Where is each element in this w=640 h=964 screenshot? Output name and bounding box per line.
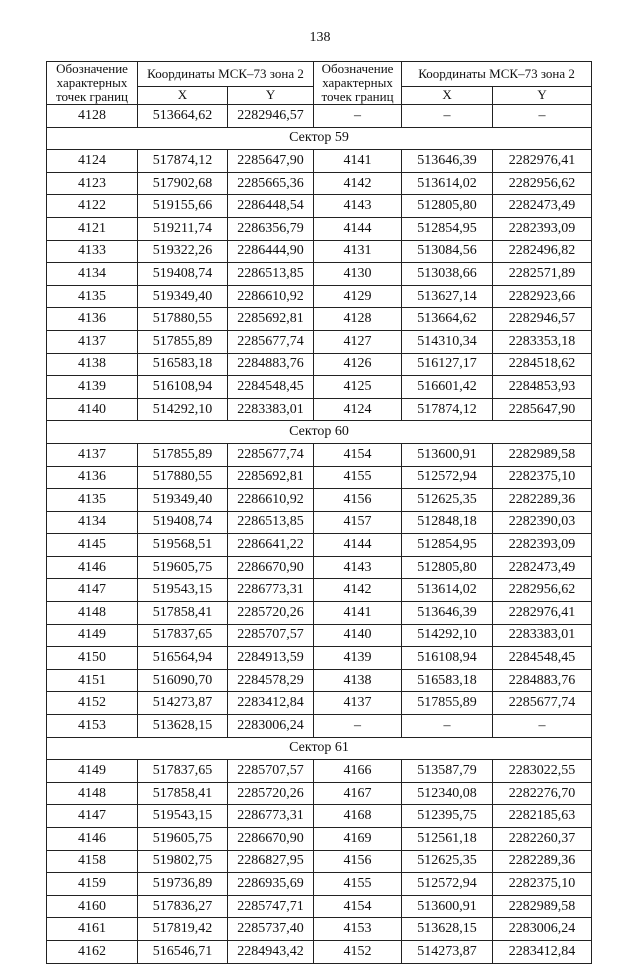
cell-y-right: 2285677,74 (493, 692, 592, 715)
cell-y-right: 2282571,89 (493, 263, 592, 286)
cell-point-left: 4162 (47, 940, 138, 963)
cell-y-left: 2286610,92 (228, 285, 314, 308)
cell-point-right: 4128 (314, 308, 402, 331)
cell-y-left: 2286670,90 (228, 556, 314, 579)
table-row (47, 308, 592, 331)
cell-point-right: 4131 (314, 240, 402, 263)
cell-x-left: 519802,75 (138, 850, 228, 873)
cell-point-right: 4125 (314, 376, 402, 399)
cell-x-right: 512805,80 (402, 195, 493, 218)
sector-title: Сектор 60 (47, 421, 592, 444)
cell-x-left: 519349,40 (138, 489, 228, 512)
cell-y-left: 2285737,40 (228, 918, 314, 941)
cell-x-right: 512805,80 (402, 556, 493, 579)
cell-point-right: 4142 (314, 172, 402, 195)
cell-point-right: – (314, 105, 402, 128)
cell-point-left: 4147 (47, 805, 138, 828)
cell-y-right: 2282956,62 (493, 172, 592, 195)
cell-point-left: 4146 (47, 828, 138, 851)
cell-point-left: 4146 (47, 556, 138, 579)
cell-y-left: 2286773,31 (228, 579, 314, 602)
cell-point-left: 4149 (47, 760, 138, 783)
cell-x-left: 519736,89 (138, 873, 228, 896)
table-row (47, 195, 592, 218)
cell-x-left: 519543,15 (138, 805, 228, 828)
header-y-left: Y (228, 86, 314, 104)
cell-x-left: 517858,41 (138, 602, 228, 625)
cell-point-left: 4152 (47, 692, 138, 715)
cell-y-left: 2282946,57 (228, 105, 314, 128)
cell-x-right: 516127,17 (402, 353, 493, 376)
cell-point-left: 4123 (47, 172, 138, 195)
cell-point-right: 4157 (314, 511, 402, 534)
cell-point-right: 4166 (314, 760, 402, 783)
cell-point-left: 4137 (47, 330, 138, 353)
cell-y-left: 2285707,57 (228, 624, 314, 647)
cell-x-right: 512848,18 (402, 511, 493, 534)
cell-y-left: 2284548,45 (228, 376, 314, 399)
cell-point-right: 4155 (314, 466, 402, 489)
table-row (47, 760, 592, 783)
cell-point-left: 4139 (47, 376, 138, 399)
cell-y-left: 2286513,85 (228, 511, 314, 534)
cell-point-left: 4135 (47, 489, 138, 512)
cell-point-left: 4145 (47, 534, 138, 557)
cell-x-right: 512395,75 (402, 805, 493, 828)
cell-point-right: 4141 (314, 602, 402, 625)
table-row (47, 850, 592, 873)
cell-x-right: 512340,08 (402, 782, 493, 805)
cell-y-left: 2286935,69 (228, 873, 314, 896)
cell-x-left: 519408,74 (138, 511, 228, 534)
cell-point-left: 4137 (47, 443, 138, 466)
cell-point-right: 4154 (314, 443, 402, 466)
cell-x-left: 516108,94 (138, 376, 228, 399)
cell-x-right: 516601,42 (402, 376, 493, 399)
cell-x-left: 513664,62 (138, 105, 228, 128)
cell-y-left: 2285647,90 (228, 150, 314, 173)
cell-point-left: 4151 (47, 669, 138, 692)
cell-x-left: 519211,74 (138, 217, 228, 240)
cell-point-left: 4134 (47, 263, 138, 286)
cell-x-left: 513628,15 (138, 715, 228, 738)
cell-point-left: 4135 (47, 285, 138, 308)
cell-y-left: 2286356,79 (228, 217, 314, 240)
cell-point-right: 4140 (314, 624, 402, 647)
cell-x-right: 516583,18 (402, 669, 493, 692)
cell-x-left: 517855,89 (138, 330, 228, 353)
table-row (47, 105, 592, 128)
cell-x-left: 517836,27 (138, 895, 228, 918)
cell-y-right: 2282923,66 (493, 285, 592, 308)
cell-x-left: 516546,71 (138, 940, 228, 963)
cell-point-left: 4150 (47, 647, 138, 670)
cell-y-right: 2283022,55 (493, 760, 592, 783)
cell-y-left: 2285747,71 (228, 895, 314, 918)
cell-x-left: 514292,10 (138, 398, 228, 421)
coordinates-table (46, 61, 592, 964)
cell-x-right: 513627,14 (402, 285, 493, 308)
cell-y-right: 2284518,62 (493, 353, 592, 376)
header-x-left: X (138, 86, 228, 104)
cell-point-left: 4134 (47, 511, 138, 534)
cell-y-left: 2285720,26 (228, 782, 314, 805)
cell-x-left: 517858,41 (138, 782, 228, 805)
cell-y-left: 2286448,54 (228, 195, 314, 218)
cell-x-left: 519322,26 (138, 240, 228, 263)
cell-x-left: 517819,42 (138, 918, 228, 941)
cell-y-right: 2282496,82 (493, 240, 592, 263)
table-row (47, 330, 592, 353)
cell-point-right: 4126 (314, 353, 402, 376)
table-row (47, 466, 592, 489)
cell-point-right: 4141 (314, 150, 402, 173)
cell-point-left: 4124 (47, 150, 138, 173)
cell-x-right: 513600,91 (402, 895, 493, 918)
cell-x-left: 519605,75 (138, 828, 228, 851)
cell-x-right: 517855,89 (402, 692, 493, 715)
table-row (47, 895, 592, 918)
cell-point-right: 4168 (314, 805, 402, 828)
cell-y-left: 2286773,31 (228, 805, 314, 828)
table-row (47, 150, 592, 173)
table-row (47, 669, 592, 692)
cell-point-right: 4153 (314, 918, 402, 941)
cell-point-left: 4147 (47, 579, 138, 602)
cell-y-right: 2282976,41 (493, 602, 592, 625)
cell-x-right: 514292,10 (402, 624, 493, 647)
cell-x-right: 513614,02 (402, 579, 493, 602)
table-row (47, 624, 592, 647)
cell-x-left: 517837,65 (138, 624, 228, 647)
cell-point-left: 4121 (47, 217, 138, 240)
cell-y-right: 2283412,84 (493, 940, 592, 963)
cell-point-right: 4167 (314, 782, 402, 805)
table-row (47, 828, 592, 851)
cell-x-right: 512854,95 (402, 534, 493, 557)
cell-point-right: 4142 (314, 579, 402, 602)
cell-y-right: 2282375,10 (493, 873, 592, 896)
cell-y-right: 2282289,36 (493, 489, 592, 512)
cell-y-right: 2282393,09 (493, 217, 592, 240)
cell-point-left: 4149 (47, 624, 138, 647)
cell-x-left: 519408,74 (138, 263, 228, 286)
table-row (47, 534, 592, 557)
cell-x-right: 513614,02 (402, 172, 493, 195)
table-row (47, 217, 592, 240)
sector-title: Сектор 59 (47, 127, 592, 150)
table-row (47, 353, 592, 376)
cell-y-right: 2282473,49 (493, 556, 592, 579)
cell-y-right: 2282393,09 (493, 534, 592, 557)
cell-y-right: 2283006,24 (493, 918, 592, 941)
cell-point-left: 4161 (47, 918, 138, 941)
cell-y-right: 2282946,57 (493, 308, 592, 331)
cell-y-left: 2285692,81 (228, 466, 314, 489)
cell-x-right: 514310,34 (402, 330, 493, 353)
table-row (47, 556, 592, 579)
cell-x-left: 514273,87 (138, 692, 228, 715)
cell-y-right: 2282185,63 (493, 805, 592, 828)
sector-title: Сектор 61 (47, 737, 592, 760)
cell-point-right: 4144 (314, 534, 402, 557)
table-row (47, 918, 592, 941)
table-row (47, 398, 592, 421)
cell-point-right: 4169 (314, 828, 402, 851)
table-row (47, 489, 592, 512)
cell-x-right: 512572,94 (402, 466, 493, 489)
cell-point-right: 4129 (314, 285, 402, 308)
cell-point-left: 4159 (47, 873, 138, 896)
cell-y-left: 2285677,74 (228, 330, 314, 353)
cell-y-right: 2284883,76 (493, 669, 592, 692)
cell-x-left: 517880,55 (138, 466, 228, 489)
cell-y-left: 2283412,84 (228, 692, 314, 715)
cell-point-left: 4158 (47, 850, 138, 873)
header-coords-right: Координаты МСК–73 зона 2 (402, 62, 592, 87)
cell-y-right: 2282375,10 (493, 466, 592, 489)
cell-y-left: 2286444,90 (228, 240, 314, 263)
cell-x-left: 517855,89 (138, 443, 228, 466)
table-row (47, 715, 592, 738)
cell-x-right: 512625,35 (402, 850, 493, 873)
cell-y-left: 2285665,36 (228, 172, 314, 195)
cell-x-right: 513646,39 (402, 150, 493, 173)
cell-point-right: 4127 (314, 330, 402, 353)
cell-point-right: 4137 (314, 692, 402, 715)
sector-row (47, 421, 592, 444)
cell-point-left: 4148 (47, 782, 138, 805)
cell-y-left: 2284883,76 (228, 353, 314, 376)
cell-y-left: 2286827,95 (228, 850, 314, 873)
table-row (47, 647, 592, 670)
cell-x-right: 513038,66 (402, 263, 493, 286)
cell-x-right: 512625,35 (402, 489, 493, 512)
cell-y-right: 2282289,36 (493, 850, 592, 873)
cell-point-right: 4152 (314, 940, 402, 963)
cell-y-left: 2286670,90 (228, 828, 314, 851)
table-body (47, 105, 592, 964)
cell-y-right: 2285647,90 (493, 398, 592, 421)
cell-y-right: 2284853,93 (493, 376, 592, 399)
cell-y-right: – (493, 105, 592, 128)
table-row (47, 782, 592, 805)
cell-point-right: – (314, 715, 402, 738)
cell-point-left: 4153 (47, 715, 138, 738)
cell-y-left: 2283383,01 (228, 398, 314, 421)
cell-x-right: – (402, 105, 493, 128)
table-row (47, 805, 592, 828)
cell-y-left: 2284943,42 (228, 940, 314, 963)
cell-point-left: 4136 (47, 308, 138, 331)
cell-x-left: 516583,18 (138, 353, 228, 376)
cell-x-right: 513628,15 (402, 918, 493, 941)
cell-point-right: 4156 (314, 850, 402, 873)
cell-y-right: 2283383,01 (493, 624, 592, 647)
cell-point-right: 4130 (314, 263, 402, 286)
cell-y-left: 2286641,22 (228, 534, 314, 557)
cell-point-left: 4133 (47, 240, 138, 263)
header-y-right: Y (493, 86, 592, 104)
table-row (47, 511, 592, 534)
cell-point-right: 4144 (314, 217, 402, 240)
table-row (47, 940, 592, 963)
cell-x-left: 519349,40 (138, 285, 228, 308)
cell-y-right: 2282390,03 (493, 511, 592, 534)
cell-x-right: 516108,94 (402, 647, 493, 670)
cell-y-right: 2284548,45 (493, 647, 592, 670)
cell-x-left: 516564,94 (138, 647, 228, 670)
cell-y-left: 2285677,74 (228, 443, 314, 466)
cell-y-left: 2285692,81 (228, 308, 314, 331)
cell-y-right: 2282956,62 (493, 579, 592, 602)
cell-point-right: 4143 (314, 556, 402, 579)
cell-x-right: 513600,91 (402, 443, 493, 466)
cell-y-right: 2282976,41 (493, 150, 592, 173)
cell-y-left: 2286610,92 (228, 489, 314, 512)
cell-y-left: 2284578,29 (228, 669, 314, 692)
table-row (47, 873, 592, 896)
cell-x-right: 517874,12 (402, 398, 493, 421)
cell-y-left: 2283006,24 (228, 715, 314, 738)
sector-row (47, 737, 592, 760)
cell-point-right: 4155 (314, 873, 402, 896)
cell-y-right: 2282473,49 (493, 195, 592, 218)
cell-point-left: 4128 (47, 105, 138, 128)
sector-row (47, 127, 592, 150)
cell-point-right: 4154 (314, 895, 402, 918)
cell-point-left: 4136 (47, 466, 138, 489)
cell-x-right: 513646,39 (402, 602, 493, 625)
cell-point-left: 4160 (47, 895, 138, 918)
cell-x-left: 517880,55 (138, 308, 228, 331)
cell-point-left: 4148 (47, 602, 138, 625)
table-row (47, 376, 592, 399)
cell-y-left: 2285707,57 (228, 760, 314, 783)
cell-x-left: 517837,65 (138, 760, 228, 783)
cell-y-left: 2286513,85 (228, 263, 314, 286)
page-number: 138 (309, 30, 331, 45)
header-coords-left: Координаты МСК–73 зона 2 (138, 62, 314, 87)
cell-x-left: 517874,12 (138, 150, 228, 173)
cell-x-right: – (402, 715, 493, 738)
cell-x-right: 512572,94 (402, 873, 493, 896)
table-row (47, 579, 592, 602)
header-x-right: X (402, 86, 493, 104)
cell-x-right: 512854,95 (402, 217, 493, 240)
cell-point-right: 4138 (314, 669, 402, 692)
header-designation-right: Обозначение характерных точек границ (314, 62, 402, 105)
cell-x-left: 519543,15 (138, 579, 228, 602)
table-row (47, 692, 592, 715)
cell-point-right: 4156 (314, 489, 402, 512)
cell-y-right: 2282989,58 (493, 895, 592, 918)
cell-y-right: 2282260,37 (493, 828, 592, 851)
cell-point-left: 4122 (47, 195, 138, 218)
table-row (47, 443, 592, 466)
cell-y-right: 2282276,70 (493, 782, 592, 805)
cell-x-right: 514273,87 (402, 940, 493, 963)
cell-x-left: 516090,70 (138, 669, 228, 692)
header-designation-left: Обозначение характерных точек границ (47, 62, 138, 105)
cell-y-right: 2283353,18 (493, 330, 592, 353)
cell-y-right: – (493, 715, 592, 738)
table-row (47, 240, 592, 263)
table-row (47, 172, 592, 195)
cell-point-right: 4143 (314, 195, 402, 218)
cell-x-left: 517902,68 (138, 172, 228, 195)
table-row (47, 263, 592, 286)
table-row (47, 285, 592, 308)
cell-point-right: 4124 (314, 398, 402, 421)
cell-x-right: 513664,62 (402, 308, 493, 331)
cell-x-left: 519155,66 (138, 195, 228, 218)
cell-point-left: 4138 (47, 353, 138, 376)
cell-x-left: 519605,75 (138, 556, 228, 579)
cell-x-right: 513084,56 (402, 240, 493, 263)
cell-y-left: 2284913,59 (228, 647, 314, 670)
cell-y-right: 2282989,58 (493, 443, 592, 466)
cell-point-left: 4140 (47, 398, 138, 421)
cell-y-left: 2285720,26 (228, 602, 314, 625)
table-row (47, 602, 592, 625)
cell-x-right: 512561,18 (402, 828, 493, 851)
cell-point-right: 4139 (314, 647, 402, 670)
cell-x-left: 519568,51 (138, 534, 228, 557)
cell-x-right: 513587,79 (402, 760, 493, 783)
